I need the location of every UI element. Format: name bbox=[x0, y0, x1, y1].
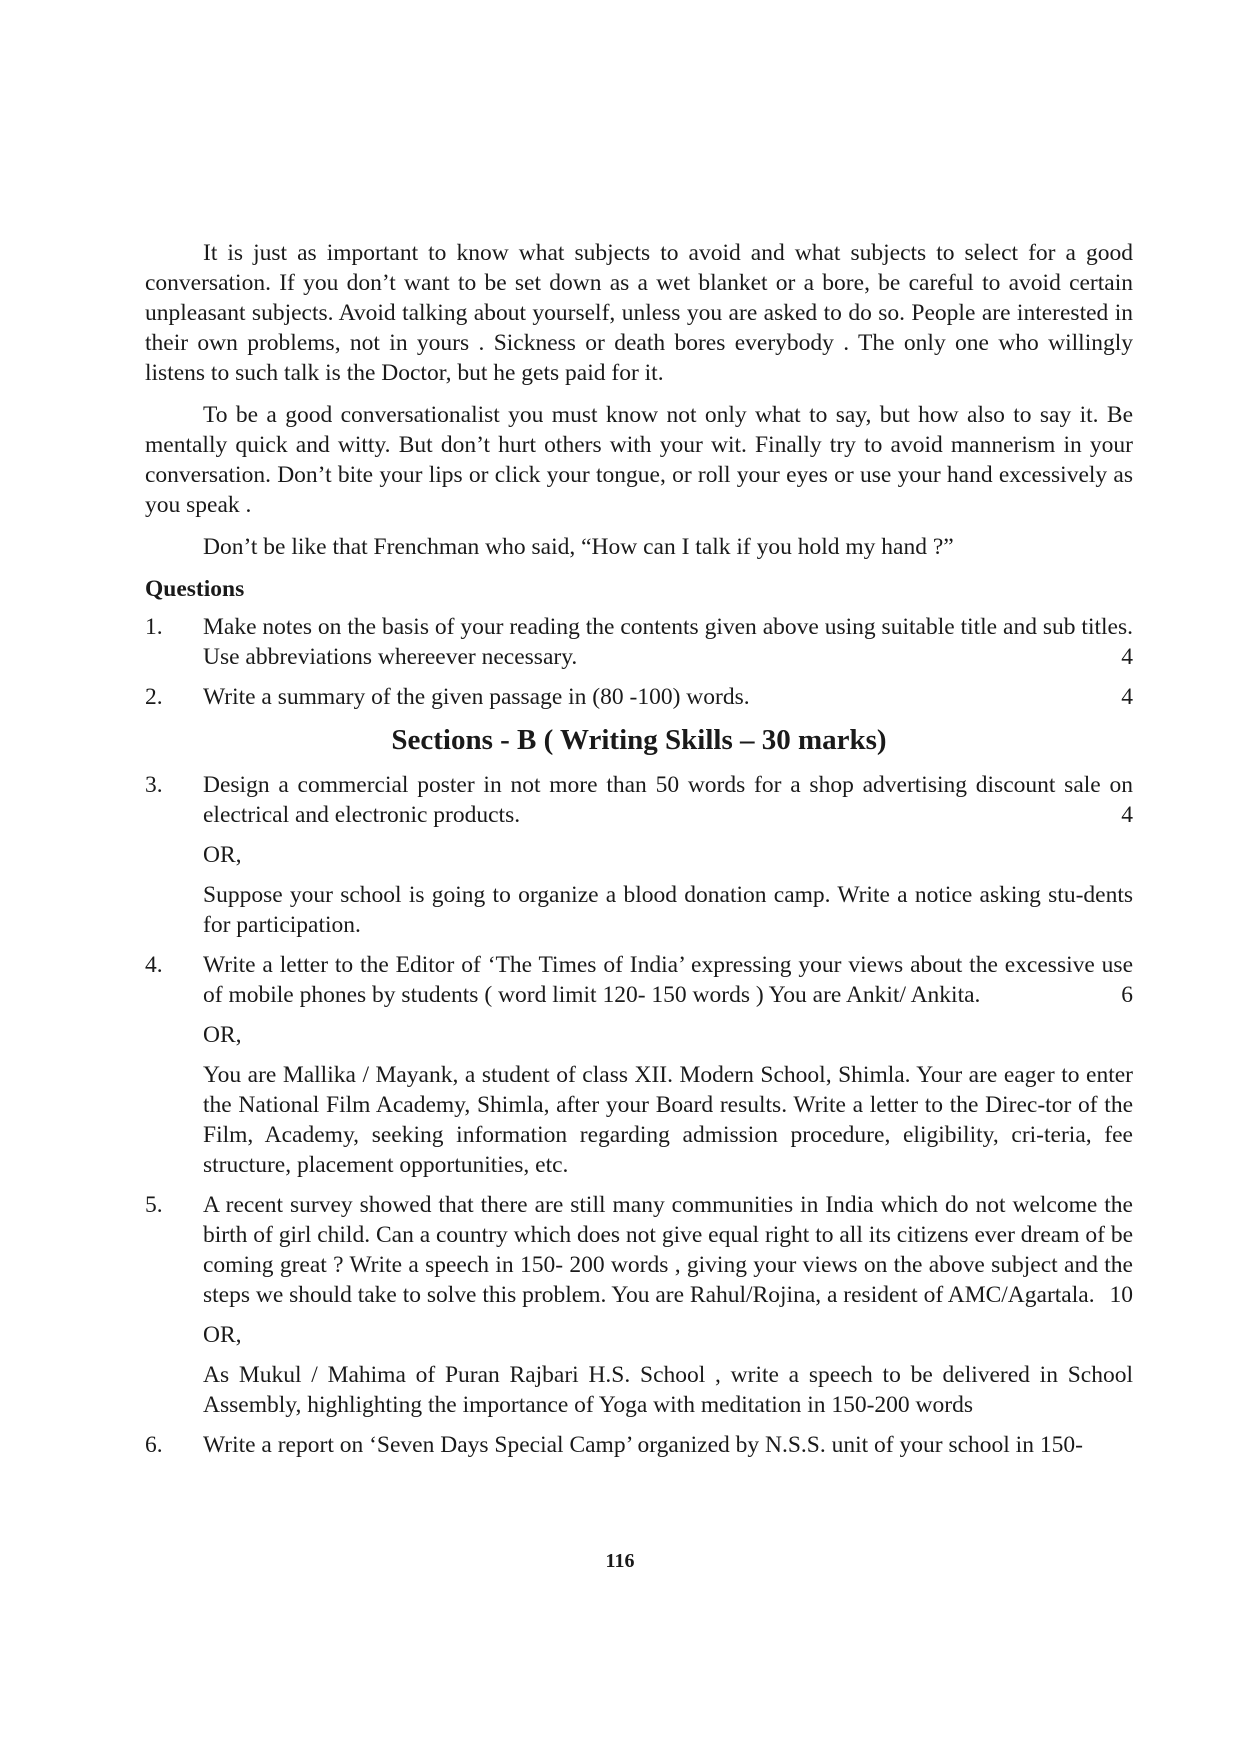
or-label: OR, bbox=[203, 1322, 242, 1348]
passage-paragraph-1: It is just as important to know what subjects to avoid and what subjects to select for a good conversation. If you don’t want to be set down as a wet blanket or a bore, be careful to avoid certain unpleasant subjects. Avoid talking about yourself, unless you are asked to do so. People are interested in their own problems, not in yours . Sickness or death bores everybody . The only one who willingly listens to such talk is the Doctor, but he gets paid for it. bbox=[145, 240, 1133, 386]
question-number: 6. bbox=[145, 1432, 163, 1458]
passage-paragraph-2: To be a good conversationalist you must know not only what to say, but how also to say it. Be mentally quick and witty. But don’t hurt others with your wit. Finally try to avoid mannerism in your conversation. Don’t bite your lips or click your tongue, or roll your eyes or use your hand excessively as you speak . bbox=[145, 402, 1133, 518]
section-b-title: Sections - B ( Writing Skills – 30 marks) bbox=[391, 724, 887, 756]
question-2 bbox=[145, 682, 1133, 712]
passage-paragraph-3: Don’t be like that Frenchman who said, “How can I talk if you hold my hand ?” bbox=[203, 534, 954, 560]
question-5 bbox=[145, 1190, 1133, 1420]
question-marks: 4 bbox=[1121, 802, 1133, 828]
question-text: Write a letter to the Editor of ‘The Times of India’ expressing your views about the excessive use of mobile phones by students ( word limit 120- 150 words ) You are Ankit/ Ankita. bbox=[203, 952, 1133, 1008]
question-marks: 10 bbox=[1109, 1282, 1133, 1308]
question-alternative: Suppose your school is going to organize a blood donation camp. Write a notice asking stu-dents for participation. bbox=[203, 882, 1133, 938]
question-text: A recent survey showed that there are still many communities in India which do not welcome the birth of girl child. Can a country which does not give equal right to all its citizens ever dream of be coming great ? Write a speech in 150- 200 words , giving your views on the above subject and the steps we should take to solve this problem. You are Rahul/Rojina, a resident of AMC/Agartala. bbox=[203, 1192, 1133, 1308]
question-4 bbox=[145, 950, 1133, 1180]
page-content bbox=[145, 238, 1133, 1470]
question-3 bbox=[145, 770, 1133, 940]
question-text: Make notes on the basis of your reading the contents given above using suitable title and sub titles. Use abbreviations whereever necessary. bbox=[203, 614, 1133, 670]
question-number: 3. bbox=[145, 772, 163, 798]
or-label: OR, bbox=[203, 842, 242, 868]
question-marks: 4 bbox=[1121, 644, 1133, 670]
question-1 bbox=[145, 612, 1133, 672]
question-marks: 4 bbox=[1121, 684, 1133, 710]
question-alternative: As Mukul / Mahima of Puran Rajbari H.S. School , write a speech to be delivered in School Assembly, highlighting the importance of Yoga with meditation in 150-200 words bbox=[203, 1362, 1133, 1418]
page-number: 116 bbox=[605, 1550, 635, 1572]
question-number: 4. bbox=[145, 952, 163, 978]
question-marks: 6 bbox=[1121, 982, 1133, 1008]
question-text: Write a report on ‘Seven Days Special Camp’ organized by N.S.S. unit of your school in 150- bbox=[203, 1432, 1083, 1458]
question-number: 2. bbox=[145, 684, 163, 710]
question-text: Write a summary of the given passage in (80 -100) words. bbox=[203, 684, 750, 710]
or-label: OR, bbox=[203, 1022, 242, 1048]
question-text: Design a commercial poster in not more than 50 words for a shop advertising discount sale on electrical and electronic products. bbox=[203, 772, 1133, 828]
question-number: 5. bbox=[145, 1192, 163, 1218]
question-alternative: You are Mallika / Mayank, a student of class XII. Modern School, Shimla. Your are eager to enter the National Film Academy, Shimla, after your Board results. Write a letter to the Direc-tor of the Film, Academy, seeking information regarding admission procedure, eligibility, cri-teria, fee structure, placement opportunities, etc. bbox=[203, 1062, 1133, 1178]
question-6 bbox=[145, 1430, 1133, 1460]
question-number: 1. bbox=[145, 614, 163, 640]
questions-heading: Questions bbox=[145, 576, 245, 602]
